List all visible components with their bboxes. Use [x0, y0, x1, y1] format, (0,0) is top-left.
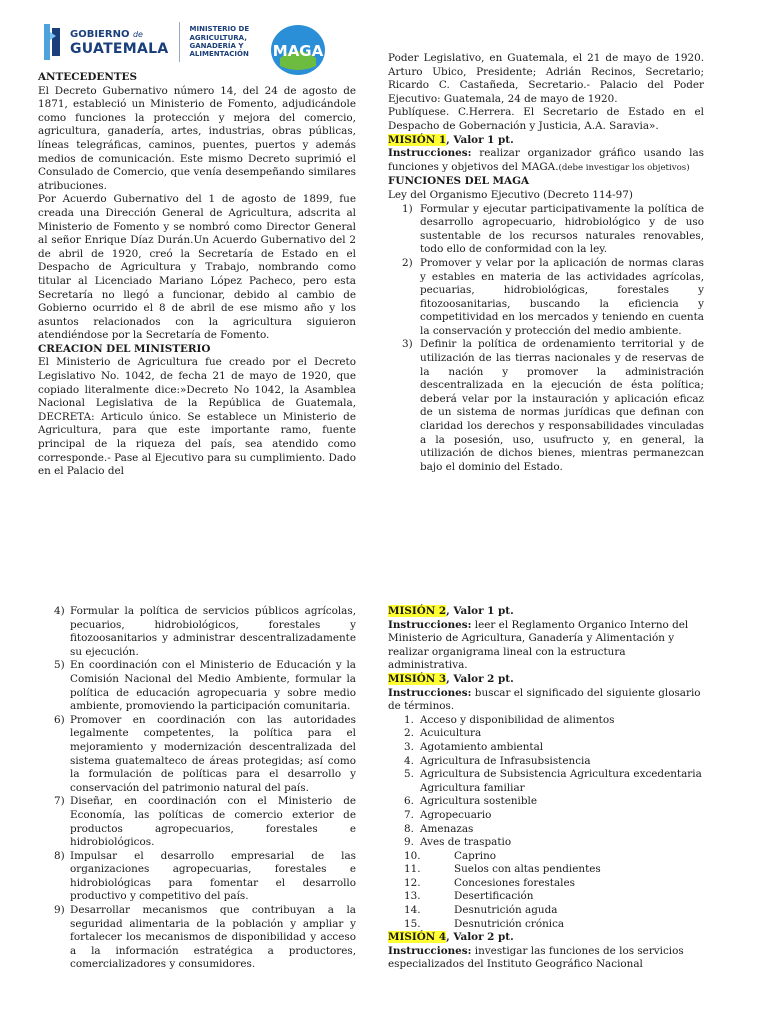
maga-logo — [270, 24, 326, 76]
list-item: 6) Promover en coordinación con las autoridades legalmente competentes, la política para el mejoramiento y modernización descentralizada del sistema guatemalteco de áreas protegidas; así como la formulación de políticas para el desarrollo y conservación del patrimonio natural del país. — [54, 713, 356, 794]
maga-logo-text: MAGA — [272, 42, 324, 60]
mision-3-instructions: Instrucciones: buscar el significado del siguiente glosario de términos. — [388, 686, 701, 713]
list-item: 3. Agotamiento ambiental — [404, 740, 544, 753]
list-item: 6. Agricultura sostenible — [404, 795, 537, 808]
mision-4-value: , Valor 2 pt. — [446, 931, 514, 944]
mision-2-heading — [388, 605, 706, 619]
gobierno-logo — [40, 22, 249, 62]
left-column-top — [38, 71, 356, 479]
mision-4-instructions: Instrucciones: investigar las funciones de los servicios especializados del Instituto Geográfico Nacional — [388, 944, 684, 971]
creacion-title: CREACION DEL MINISTERIO — [38, 342, 211, 355]
list-item: 4. Agricultura de Infrasubsistencia — [404, 754, 591, 767]
mision-3-value: , Valor 2 pt. — [446, 672, 514, 685]
list-item: 4) Formular la política de servicios públicos agrícolas, pecuarios, hidrobiológicos, forestales y fitozoosanitarios y administrar descentralizadamente su ejecución. — [54, 605, 356, 658]
mision-2-value: , Valor 1 pt. — [446, 605, 514, 617]
list-item: 1. Acceso y disponibilidad de alimentos — [404, 713, 615, 726]
list-item: 8) Impulsar el desarrollo empresarial de las organizaciones agropecuarias, forestales e hidrobiológicas para fomentar el desarrollo productivo y competitivo del país. — [54, 849, 356, 903]
creacion-paragraph: El Ministerio de Agricultura fue creado por el Decreto Legislativo No. 1042, de fecha 21 de mayo de 1920, que copiado literalmente dice:»Decreto No 1042, la Asamblea Nacional Legislativa de la República de Guatemala, DECRETA: Articulo único. Se establece un Ministerio de Agricultura, para que este importante ramo, fuente principal de la riqueza del país, sea atendido como corresponde.- Pase al Ejecutivo para su cumplimiento. Dado en el Palacio del — [38, 356, 356, 478]
gobierno-de-text: de — [132, 30, 143, 39]
list-item: 9) Desarrollar mecanismos que contribuyan a la seguridad alimentaria de la población y ampliar y fortalecer los mecanismos de disponibilidad y acceso a la información estratégica a productores, comercializadores y consumidores. — [54, 904, 356, 971]
list-item: 9. Aves de traspatio — [404, 836, 512, 849]
mision-1-label: MISIÓN 1 — [388, 133, 447, 146]
decree-continuation: Poder Legislativo, en Guatemala, el 21 de mayo de 1920. Arturo Ubico, Presidente; Adrián Recinos, Secretario; Ricardo C. Castañeda, Secretario.- Palacio del Poder Ejecutivo: Guatemala, 24 de mayo de 1920. — [388, 52, 704, 105]
funciones-list-top — [388, 203, 704, 475]
quetzal-flag-icon — [40, 22, 64, 62]
mision-1-instructions: Instrucciones: realizar organizador gráfico usando las funciones y objetivos del MAGA.(debe investigar los objetivos) — [388, 147, 704, 173]
right-column-top — [388, 52, 704, 474]
instructions-label: Instrucciones: — [388, 147, 472, 160]
mision-4-label: MISIÓN 4 — [388, 931, 447, 944]
antecedentes-paragraph-2: Por Acuerdo Gubernativo del 1 de agosto de 1899, fue creada una Dirección General de Agricultura, adscrita al Ministerio de Fomento y se nombró como Director General al señor Enrique Díaz Durán.Un Acuerdo Gubernativo del 2 de abril de 1920, creó la Secretaría de Estado en el Despacho de Agricultura y Trabajo, nombrando como titular al Licenciado Mariano López Pacheco, pero esta Secretaría no llegó a funcionar, debido al cambio de Gobierno ocurrido el 8 de abril de ese mismo año y los asuntos relacionados con la agricultura siguieron atendiéndose por la Secretaría de Fomento. — [38, 193, 356, 342]
ley-line: Ley del Organismo Ejecutivo (Decreto 114-97) — [388, 188, 633, 201]
list-item: 7) Diseñar, en coordinación con el Ministerio de Economía, las políticas de comercio exterior de productos agropecuarios, forestales e hidrobiológicos. — [54, 795, 356, 849]
guatemala-text: GUATEMALA — [70, 41, 169, 57]
list-item: 2) Promover y velar por la aplicación de normas claras y estables en materia de las actividades agrícolas, pecuarias, hidrobiológicas, forestales y fitozoosanitarias, buscando la eficiencia y competitividad en los mercados y teniendo en cuenta la conservación y protección del medio ambiente. — [402, 256, 704, 337]
list-item: 7. Agropecuario — [404, 808, 492, 821]
mision-3-label: MISIÓN 3 — [388, 672, 447, 685]
left-column-bottom — [54, 605, 356, 972]
list-item: 11. Suelos con altas pendientes — [404, 863, 601, 876]
list-item: 10. Caprino — [404, 849, 497, 862]
list-item: 13. Desertificación — [404, 890, 534, 903]
logo-divider — [179, 22, 180, 62]
publiquese-paragraph: Publíquese. C.Herrera. El Secretario de Estado en el Despacho de Gobernación y Justicia, A.A. Saravia». — [388, 106, 704, 132]
list-item: 5) En coordinación con el Ministerio de Educación y la Comisión Nacional del Medio Ambiente, formular la política de educación agropecuaria y sobre medio ambiente, promoviendo la participación comunitaria. — [54, 659, 356, 713]
mision-3-heading — [388, 673, 706, 687]
antecedentes-title: ANTECEDENTES — [38, 71, 137, 83]
mision-2-instructions: Instrucciones: leer el Reglamento Organico Interno del Ministerio de Agricultura, Ganadería y Alimentación y realizar organigrama lineal con la estructura administrativa. — [388, 618, 689, 672]
mision-4-heading — [388, 931, 706, 945]
mision-1-heading — [388, 134, 704, 148]
list-item: 3) Definir la política de ordenamiento territorial y de utilización de las tierras nacionales y de reservas de la nación y promover la administración descentralizada en la ejecución de ésta política; deberá velar por la instauración y aplicación eficaz de un sistema de normas jurídicas que definan con claridad los derechos y responsabilidades vinculadas a la posesión, uso, usufructo y, en general, la utilización de dichos bienes, mientras permanezcan bajo el dominio del Estado. — [402, 338, 704, 473]
mision-2-label: MISIÓN 2 — [388, 605, 447, 617]
glosario-list — [388, 714, 706, 932]
ministerio-logo-text: MINISTERIO DE AGRICULTURA, GANADERÍA Y ALIMENTACIÓN — [189, 25, 250, 59]
list-item: 14. Desnutrición aguda — [404, 904, 558, 917]
gobierno-text: GOBIERNO — [70, 29, 130, 40]
list-item: 1) Formular y ejecutar participativamente la política de desarrollo agropecuario, hidrobiológico y de uso sustentable de los recursos naturales renovables, todo ello de conformidad con la ley. — [402, 202, 704, 256]
funciones-title: FUNCIONES DEL MAGA — [388, 175, 530, 188]
list-item: 12. Concesiones forestales — [404, 876, 575, 889]
list-item: 8. Amenazas — [404, 822, 474, 835]
list-item: 2. Acuicultura — [404, 727, 482, 740]
mision-1-value: , Valor 1 pt. — [446, 133, 514, 146]
list-item: 15. Desnutrición crónica — [404, 917, 565, 930]
instructions-note: (debe investigar los objetivos) — [558, 162, 690, 173]
funciones-list-bottom — [54, 605, 356, 972]
antecedentes-paragraph-1: El Decreto Gubernativo número 14, del 24 de agosto de 1871, estableció un Ministerio de Fomento, adjudicándole como funciones la protección y mejora del comercio, agricultura, ganadería, artes, industrias, obras públicas, líneas telegráficas, caminos, puentes, puertos y además medios de comunicación. Este mismo Decreto suprimió el Consulado de Comercio, que venía desempeñando similares atribuciones. — [38, 84, 356, 192]
list-item: 5. Agricultura de Subsistencia Agricultura excedentaria Agricultura familiar — [404, 768, 702, 794]
right-column-bottom — [388, 605, 706, 972]
